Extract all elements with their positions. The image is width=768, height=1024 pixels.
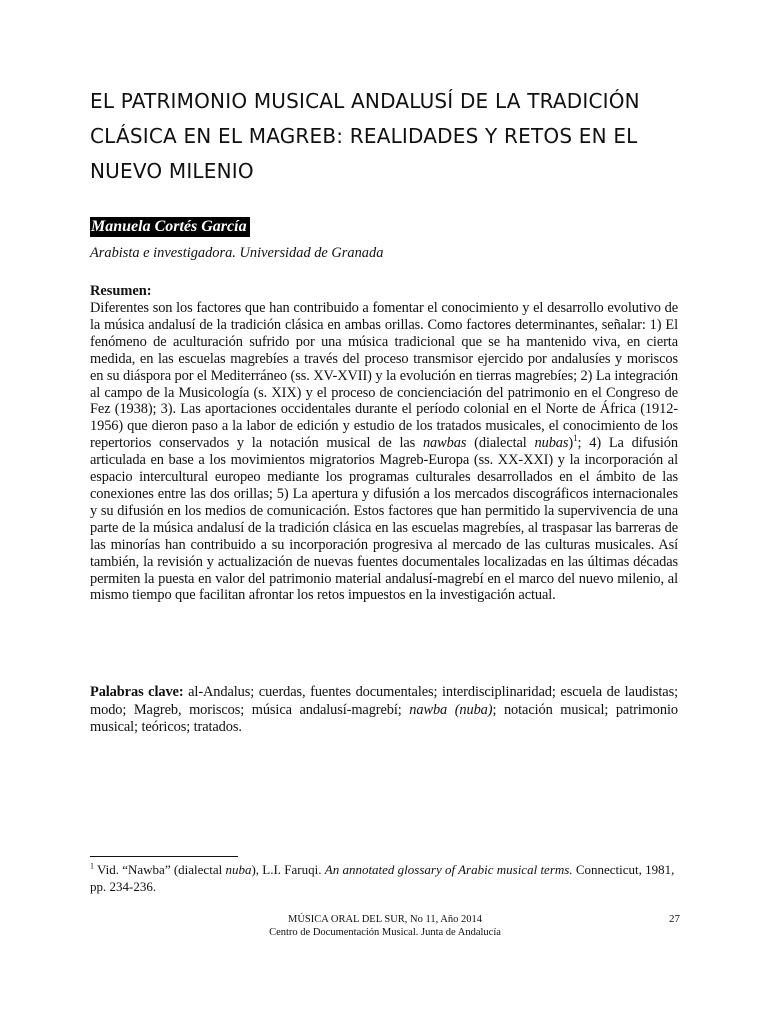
footnote-italic: An annotated glossary of Arabic musical terms. bbox=[324, 862, 573, 877]
keywords-label: Palabras clave: bbox=[90, 684, 184, 700]
journal-info: MÚSICA ORAL DEL SUR, No 11, Año 2014 bbox=[288, 914, 482, 925]
abstract-text: Diferentes son los factores que han contribuido a fomentar el conocimiento y el desarrollo evolutivo de la música andalusí de la tradición clásica en ambas orillas. Como factores determinantes, señalar: 1) El fenómeno de aculturación sufrido por una música tradicional que se ha mantenido viva, en cierta medida, en las escuelas magrebíes a través del proceso transmisor ejercido por andalusíes y moriscos en su diáspora por el Mediterráneo (ss. XV-XVII) y la evolución en tierras magrebíes; 2) La integración al campo de la Musicología (s. XIX) y el proceso de concienciación del patrimonio en el Congreso de Fez (1938); 3). Las aportaciones occidentales durante el período colonial en el Norte de África (1912-1956) que dieron paso a la labor de edición y estudio de los tratados musicales, el conocimiento de los repertorios conservados y la notación musical de las bbox=[90, 300, 678, 452]
keywords bbox=[90, 684, 678, 737]
page-number: 27 bbox=[669, 913, 680, 925]
keywords-italic-term: nawba (nuba) bbox=[409, 701, 493, 718]
author-affiliation: Arabista e investigadora. Universidad de Granada bbox=[90, 245, 384, 261]
footnote-reference[interactable]: 1 bbox=[573, 433, 578, 444]
footnote-divider bbox=[90, 856, 238, 857]
abstract-italic-term: nawbas bbox=[422, 435, 467, 452]
abstract-italic-term: nubas bbox=[534, 435, 569, 452]
author-name: Manuela Cortés García bbox=[90, 217, 250, 237]
abstract-body bbox=[90, 300, 678, 604]
footnote-text: Vid. “Nawba” (dialectal bbox=[94, 862, 226, 877]
abstract-text: ) bbox=[568, 435, 574, 452]
title-line-2: CLÁSICA EN EL MAGREB: REALIDADES Y RETOS EN EL bbox=[90, 124, 638, 148]
abstract-heading: Resumen: bbox=[90, 283, 152, 299]
keywords-text: al-Andalus; cuerdas, fuentes documentales; interdisciplinaridad; escuela de laudistas; modo; Magreb, moriscos; música andalusí-magrebí; bbox=[90, 684, 678, 718]
title-line-3: NUEVO MILENIO bbox=[90, 159, 254, 183]
footnote-italic: nuba bbox=[225, 862, 252, 877]
running-footer bbox=[190, 913, 580, 939]
footnote-text: ), L.I. Faruqi. bbox=[251, 862, 325, 877]
footnote bbox=[90, 861, 678, 895]
footnote-text: Connecticut, 1981, pp. 234-236. bbox=[90, 862, 675, 894]
abstract-text: (dialectal bbox=[466, 435, 535, 452]
publisher-info: Centro de Documentación Musical. Junta de Andalucía bbox=[269, 927, 501, 938]
article-title bbox=[90, 84, 690, 189]
footnote-number: 1 bbox=[90, 861, 94, 871]
keywords-text: ; notación musical; patrimonio musical; teóricos; tratados. bbox=[90, 701, 678, 735]
abstract-text: ; 4) La difusión articulada en base a los movimientos migratorios Magreb-Europa (ss. XX-XXI) y la incorporación al espacio intercultural europeo mediante los programas culturales desarrollados en el ámbito de las conexiones entre las dos orillas; 5) La apertura y difusión a los mercados discográficos internacionales y su difusión en los medios de comunicación. Estos factores que han permitido la supervivencia de una parte de la música andalusí de la tradición clásica en las escuelas magrebíes, al traspasar las barreras de las minorías han contribuido a su incorporación progresiva al mercado de las culturas musicales. Así también, la revisión y actualización de nuevas fuentes documentales localizadas en las últimas décadas permiten la puesta en valor del patrimonio material andalusí-magrebí en el marco del nuevo milenio, al mismo tiempo que facilitan afrontar los retos impuestos en la investigación actual. bbox=[90, 435, 678, 604]
title-line-1: EL PATRIMONIO MUSICAL ANDALUSÍ DE LA TRADICIÓN bbox=[90, 89, 640, 113]
